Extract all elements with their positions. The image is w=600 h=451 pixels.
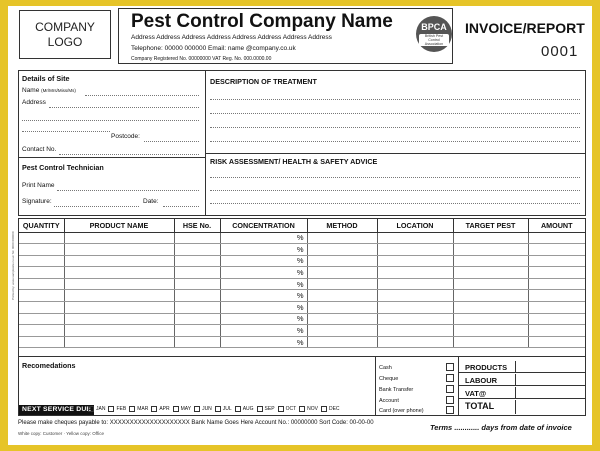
month-option-oct[interactable]	[278, 406, 297, 412]
recommendations-label: Recomedations	[22, 361, 76, 370]
percent-symbol: %	[296, 302, 304, 312]
table-cell[interactable]	[528, 290, 585, 302]
table-cell[interactable]	[19, 232, 64, 244]
signature-field[interactable]	[54, 206, 139, 207]
table-cell[interactable]	[377, 244, 453, 256]
table-cell[interactable]	[453, 244, 528, 256]
month-checkbox[interactable]	[257, 406, 263, 412]
table-cell[interactable]	[307, 325, 377, 337]
month-option-may[interactable]	[173, 406, 191, 412]
table-cell[interactable]	[19, 313, 64, 325]
table-cell[interactable]	[220, 267, 307, 279]
logo-line-2: LOGO	[47, 35, 83, 49]
payment-card-label: Card (over phone)	[379, 408, 424, 414]
table-cell[interactable]	[64, 267, 174, 279]
table-cell[interactable]	[377, 255, 453, 267]
table-cell[interactable]	[19, 336, 64, 348]
treatment-line-2[interactable]	[210, 113, 580, 114]
postcode-field[interactable]	[144, 141, 199, 142]
treatment-divider	[206, 153, 585, 154]
table-cell[interactable]	[64, 325, 174, 337]
month-checkbox[interactable]	[278, 406, 284, 412]
payment-bank-transfer-label: Bank Transfer	[379, 387, 414, 393]
table-cell[interactable]	[174, 325, 220, 337]
copy-distribution-text: White copy: Customer · Yellow copy: Office	[18, 431, 104, 436]
table-cell[interactable]	[220, 290, 307, 302]
vat-amount-field[interactable]	[515, 387, 585, 399]
month-checkbox[interactable]	[129, 406, 135, 412]
month-label: DEC	[328, 406, 340, 412]
table-cell[interactable]	[453, 313, 528, 325]
printer-credit: Printed by: www.samplesite.co.uk Tel: 0000 000000	[11, 231, 15, 300]
table-cell[interactable]	[220, 232, 307, 244]
payment-method-panel	[376, 357, 459, 416]
print-name-label: Print Name	[22, 182, 55, 189]
month-option-apr[interactable]	[151, 406, 169, 412]
payment-card-checkbox[interactable]	[446, 406, 454, 414]
percent-symbol: %	[296, 326, 304, 336]
payment-account-checkbox[interactable]	[446, 396, 454, 404]
company-address: Address Address Address Address Address Address Address Address	[131, 34, 332, 41]
table-row	[19, 302, 585, 314]
table-cell[interactable]	[174, 313, 220, 325]
table-cell[interactable]	[220, 325, 307, 337]
month-checkbox[interactable]	[173, 406, 179, 412]
treatment-line-1[interactable]	[210, 99, 580, 100]
table-cell[interactable]	[528, 278, 585, 290]
table-cell[interactable]	[19, 244, 64, 256]
labour-label: LABOUR	[465, 376, 498, 385]
table-row	[19, 244, 585, 256]
table-cell[interactable]	[307, 278, 377, 290]
totals-panel	[459, 357, 585, 416]
percent-symbol: %	[296, 279, 304, 289]
technician-heading: Pest Control Technician	[22, 163, 104, 172]
table-cell[interactable]	[19, 302, 64, 314]
next-service-label: NEXT SERVICE DUE	[19, 405, 94, 415]
products-label: PRODUCTS	[465, 363, 508, 372]
table-cell[interactable]	[528, 232, 585, 244]
bpca-badge-icon	[416, 16, 452, 52]
month-checkbox[interactable]	[151, 406, 157, 412]
table-cell[interactable]	[528, 244, 585, 256]
table-cell[interactable]	[528, 255, 585, 267]
table-cell[interactable]	[453, 232, 528, 244]
total-amount-field[interactable]	[515, 400, 585, 414]
table-cell[interactable]	[174, 244, 220, 256]
signature-label: Signature:	[22, 198, 52, 205]
risk-heading: RISK ASSESSMENT/ HEALTH & SAFETY ADVICE	[210, 157, 378, 166]
table-row	[19, 290, 585, 302]
payment-cheque-label: Cheque	[379, 376, 399, 382]
date-label: Date:	[143, 198, 159, 205]
table-cell[interactable]	[307, 336, 377, 348]
risk-line-1[interactable]	[210, 177, 580, 178]
month-label: JUN	[202, 406, 212, 412]
table-cell[interactable]	[64, 255, 174, 267]
table-row	[19, 267, 585, 279]
table-cell[interactable]	[528, 302, 585, 314]
table-row	[19, 336, 585, 348]
postcode-label: Postcode:	[111, 133, 140, 140]
percent-symbol: %	[296, 337, 304, 347]
table-row	[19, 232, 585, 244]
summary-section	[18, 357, 586, 416]
month-option-nov[interactable]	[299, 406, 318, 412]
table-cell[interactable]	[19, 267, 64, 279]
table-cell[interactable]	[64, 336, 174, 348]
table-cell[interactable]	[307, 313, 377, 325]
treatment-panel	[206, 71, 585, 215]
table-cell[interactable]	[377, 325, 453, 337]
col-header-method: METHOD	[307, 219, 377, 232]
table-cell[interactable]	[377, 232, 453, 244]
table-row	[19, 313, 585, 325]
total-row-total	[459, 400, 585, 414]
table-cell[interactable]	[220, 313, 307, 325]
month-label: OCT	[285, 406, 297, 412]
table-cell[interactable]	[174, 302, 220, 314]
col-header-amount: AMOUNT	[528, 219, 585, 232]
table-cell[interactable]	[453, 267, 528, 279]
treatment-line-4[interactable]	[210, 141, 580, 142]
table-cell[interactable]	[64, 244, 174, 256]
company-contact: Telephone: 00000 000000 Email: name @company.co.uk	[131, 45, 296, 52]
month-option-jun[interactable]	[194, 406, 212, 412]
table-cell[interactable]	[453, 302, 528, 314]
total-row-vat	[459, 387, 585, 399]
table-cell[interactable]	[64, 278, 174, 290]
month-checkbox[interactable]	[235, 406, 241, 412]
table-cell[interactable]	[453, 290, 528, 302]
table-cell[interactable]	[174, 232, 220, 244]
bpca-badge-title: BPCA	[421, 22, 447, 32]
date-field[interactable]	[163, 206, 199, 207]
table-row	[19, 278, 585, 290]
table-cell[interactable]	[220, 278, 307, 290]
col-header-target-pest: TARGET PEST	[453, 219, 528, 232]
name-label	[22, 87, 76, 94]
company-registration: Company Registered No. 00000000 VAT Reg. No. 000.0000.00	[131, 56, 272, 62]
month-option-sep[interactable]	[257, 406, 275, 412]
payment-terms: Terms ............ days from date of invoice	[430, 423, 572, 432]
month-label: MAR	[137, 406, 149, 412]
col-header-hse-no: HSE No.	[174, 219, 220, 232]
name-title-hint: (Mr/Mrs/Miss/Ms)	[41, 88, 76, 93]
company-logo-placeholder	[19, 10, 111, 59]
month-label: FEB	[116, 406, 127, 412]
table-cell[interactable]	[307, 302, 377, 314]
risk-line-3[interactable]	[210, 203, 580, 204]
table-cell[interactable]	[377, 267, 453, 279]
percent-symbol: %	[296, 268, 304, 278]
table-row	[19, 255, 585, 267]
payment-cheque-checkbox[interactable]	[446, 374, 454, 382]
site-details-heading: Details of Site	[22, 74, 70, 83]
table-cell[interactable]	[307, 232, 377, 244]
table-body	[19, 232, 585, 348]
month-option-mar[interactable]	[129, 406, 148, 412]
table-cell[interactable]	[528, 313, 585, 325]
contact-field[interactable]	[59, 154, 199, 155]
percent-symbol: %	[296, 256, 304, 266]
site-details-section	[18, 70, 586, 216]
vat-label: VAT@	[465, 389, 487, 398]
table-cell[interactable]	[528, 267, 585, 279]
site-details-panel	[19, 71, 206, 215]
percent-symbol: %	[296, 314, 304, 324]
total-row-labour	[459, 374, 585, 386]
table-cell[interactable]	[377, 278, 453, 290]
recommendations-panel[interactable]	[19, 357, 376, 416]
month-option-dec[interactable]	[321, 406, 340, 412]
table-cell[interactable]	[64, 302, 174, 314]
invoice-number: 0001	[541, 43, 579, 60]
table-cell[interactable]	[220, 244, 307, 256]
month-option-aug[interactable]	[235, 406, 254, 412]
table-cell[interactable]	[174, 255, 220, 267]
table-cell[interactable]	[19, 290, 64, 302]
month-checkbox[interactable]	[88, 406, 94, 412]
company-header-box	[118, 8, 453, 64]
table-cell[interactable]	[307, 244, 377, 256]
table-cell[interactable]	[377, 313, 453, 325]
print-name-field[interactable]	[57, 190, 199, 191]
table-cell[interactable]	[64, 232, 174, 244]
month-label: APR	[159, 406, 170, 412]
month-option-feb[interactable]	[108, 406, 126, 412]
total-label: TOTAL	[465, 401, 495, 411]
items-table	[19, 219, 585, 348]
company-name: Pest Control Company Name	[131, 11, 393, 32]
month-label: NOV	[307, 406, 318, 412]
address-field-line-2[interactable]	[22, 120, 199, 121]
table-cell[interactable]	[307, 290, 377, 302]
table-cell[interactable]	[528, 325, 585, 337]
contact-label: Contact No.	[22, 146, 57, 153]
month-checkbox[interactable]	[299, 406, 305, 412]
next-service-months	[88, 406, 340, 412]
risk-line-2[interactable]	[210, 190, 580, 191]
month-checkbox[interactable]	[194, 406, 200, 412]
month-option-jul[interactable]	[215, 406, 232, 412]
table-header-row	[19, 219, 585, 232]
table-cell[interactable]	[19, 325, 64, 337]
logo-line-1: COMPANY	[35, 20, 95, 34]
items-table-box	[18, 218, 586, 357]
month-label: JAN	[96, 406, 106, 412]
table-cell[interactable]	[19, 278, 64, 290]
bpca-badge-subtitle: British Pest Control Association	[419, 34, 449, 46]
treatment-heading: DESCRIPTION OF TREATMENT	[210, 77, 317, 86]
table-cell[interactable]	[64, 290, 174, 302]
table-cell[interactable]	[528, 336, 585, 348]
labour-amount-field[interactable]	[515, 374, 585, 386]
col-header-location: LOCATION	[377, 219, 453, 232]
table-cell[interactable]	[174, 336, 220, 348]
month-label: SEP	[264, 406, 275, 412]
month-label: MAY	[180, 406, 192, 412]
month-checkbox[interactable]	[321, 406, 327, 412]
table-cell[interactable]	[307, 267, 377, 279]
table-cell[interactable]	[377, 290, 453, 302]
percent-symbol: %	[296, 291, 304, 301]
invoice-title: INVOICE/REPORT	[465, 20, 585, 36]
address-label: Address	[22, 99, 46, 106]
month-checkbox[interactable]	[215, 406, 221, 412]
table-cell[interactable]	[174, 290, 220, 302]
table-cell[interactable]	[453, 336, 528, 348]
name-label-text: Name	[22, 87, 40, 94]
table-cell[interactable]	[453, 325, 528, 337]
table-cell[interactable]	[19, 255, 64, 267]
month-label: JUL	[222, 406, 232, 412]
col-header-concentration: CONCENTRATION	[220, 219, 307, 232]
cheque-payable-text: Please make cheques payable to: XXXXXXXXXXXXXXXXXXXX Bank Name Goes Here Account No.: 00000000 Sort Code: 00-00-00	[18, 420, 374, 426]
payment-cash-checkbox[interactable]	[446, 363, 454, 371]
table-row	[19, 325, 585, 337]
table-cell[interactable]	[220, 336, 307, 348]
table-cell[interactable]	[453, 278, 528, 290]
table-cell[interactable]	[453, 255, 528, 267]
products-amount-field[interactable]	[515, 361, 585, 373]
table-cell[interactable]	[174, 278, 220, 290]
col-header-quantity: QUANTITY	[19, 219, 64, 232]
section-divider	[19, 157, 206, 158]
col-header-product-name: PRODUCT NAME	[64, 219, 174, 232]
table-cell[interactable]	[174, 267, 220, 279]
total-row-products	[459, 361, 585, 373]
address-field-line-3[interactable]	[22, 131, 110, 132]
percent-symbol: %	[296, 244, 304, 254]
address-field-line-1[interactable]	[49, 107, 199, 108]
name-field[interactable]	[85, 95, 199, 96]
table-cell[interactable]	[220, 302, 307, 314]
percent-symbol: %	[296, 233, 304, 243]
month-option-jan[interactable]	[88, 406, 105, 412]
month-label: AUG	[242, 406, 254, 412]
table-cell[interactable]	[377, 302, 453, 314]
table-cell[interactable]	[377, 336, 453, 348]
payment-account-label: Account	[379, 398, 399, 404]
payment-bank-transfer-checkbox[interactable]	[446, 385, 454, 393]
month-checkbox[interactable]	[108, 406, 114, 412]
payment-cash-label: Cash	[379, 365, 392, 371]
table-cell[interactable]	[307, 255, 377, 267]
treatment-line-3[interactable]	[210, 127, 580, 128]
table-cell[interactable]	[64, 313, 174, 325]
table-cell[interactable]	[220, 255, 307, 267]
